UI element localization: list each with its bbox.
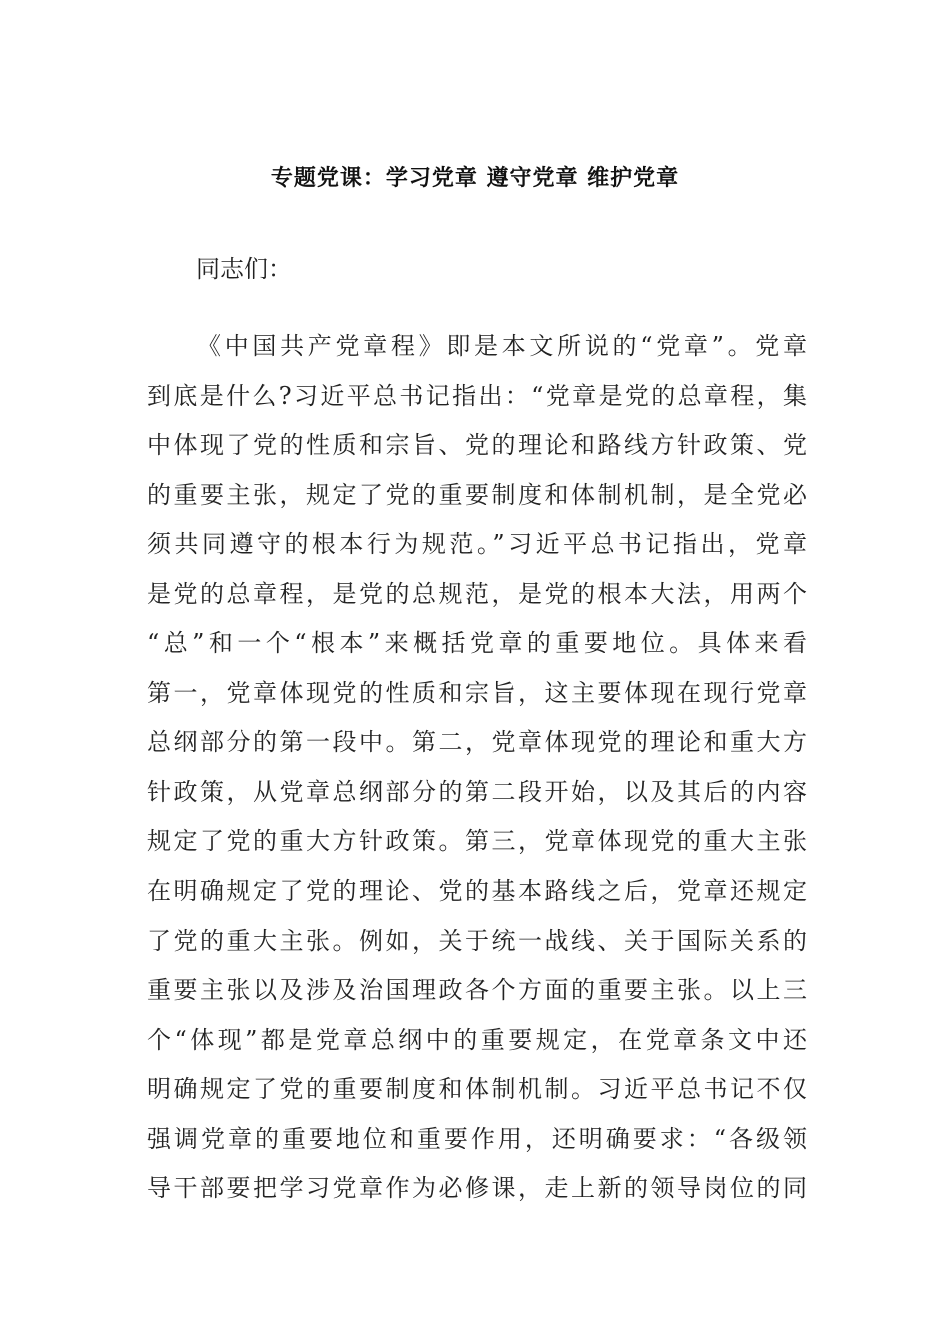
body-line: 到底是什么?习近平总书记指出：“党章是党的总章程，集	[147, 381, 807, 410]
body-line: 第一，党章体现党的性质和宗旨，这主要体现在现行党章	[147, 678, 807, 707]
body-line: 规定了党的重大方针政策。第三，党章体现党的重大主张	[147, 827, 807, 856]
body-line: 明确规定了党的重要制度和体制机制。习近平总书记不仅	[147, 1075, 807, 1104]
body-line: “总”和一个“根本”来概括党章的重要地位。具体来看	[147, 629, 807, 658]
body-line: 在明确规定了党的理论、党的基本路线之后，党章还规定	[147, 877, 807, 906]
body-paragraph	[147, 326, 807, 1218]
body-line: 的重要主张，规定了党的重要制度和体制机制，是全党必	[147, 480, 807, 509]
body-line: 个“体现”都是党章总纲中的重要规定，在党章条文中还	[147, 1025, 807, 1054]
document-title: 专题党课：学习党章 遵守党章 维护党章	[270, 165, 680, 191]
body-line: 须共同遵守的根本行为规范。”习近平总书记指出，党章	[147, 530, 807, 559]
body-line: 针政策，从党章总纲部分的第二段开始，以及其后的内容	[147, 777, 807, 806]
body-line: 导干部要把学习党章作为必修课，走上新的领导岗位的同	[147, 1174, 807, 1203]
body-line: 总纲部分的第一段中。第二，党章体现党的理论和重大方	[147, 728, 807, 757]
body-line: 了党的重大主张。例如，关于统一战线、关于国际关系的	[147, 926, 807, 955]
body-line: 重要主张以及涉及治国理政各个方面的重要主张。以上三	[147, 976, 807, 1005]
body-line: 是党的总章程，是党的总规范，是党的根本大法，用两个	[147, 579, 807, 608]
body-line: 中体现了党的性质和宗旨、党的理论和路线方针政策、党	[147, 431, 807, 460]
salutation: 同志们：	[196, 255, 292, 283]
body-line: 《中国共产党章程》即是本文所说的“党章”。党章	[197, 332, 807, 360]
body-line: 强调党章的重要地位和重要作用，还明确要求：“各级领	[147, 1124, 807, 1153]
